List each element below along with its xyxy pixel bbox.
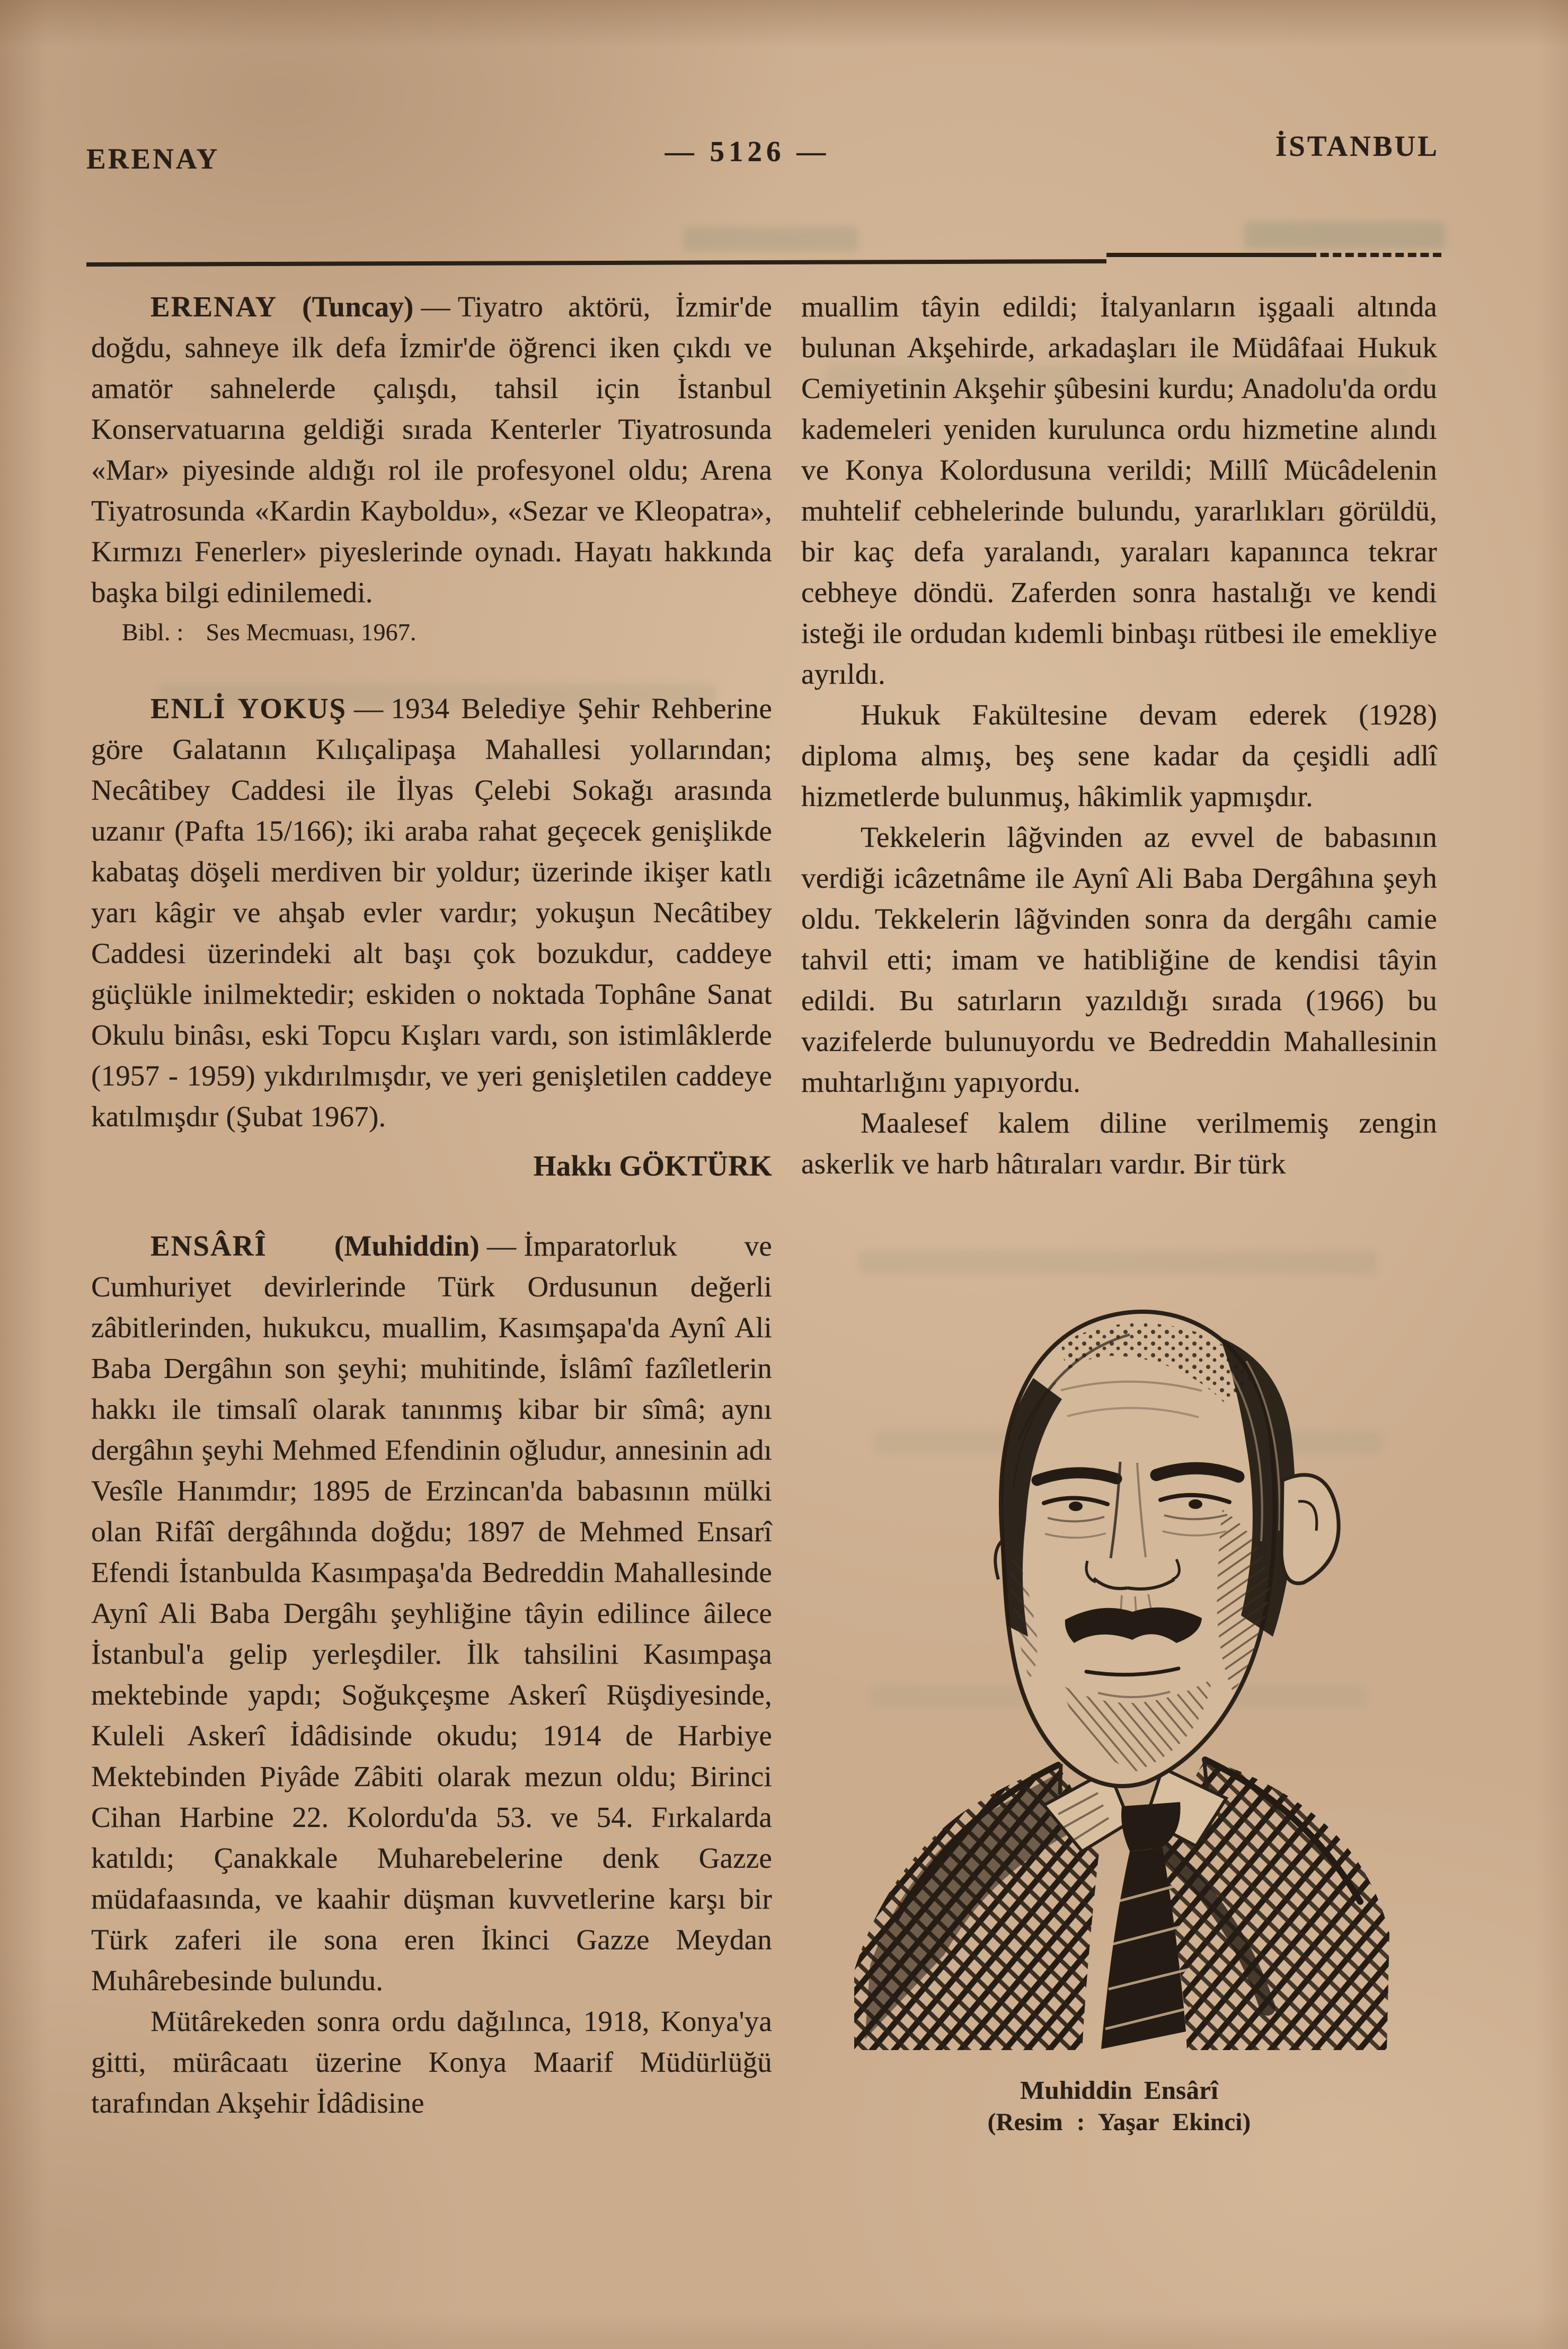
portrait-caption xyxy=(833,2074,1405,2138)
article-enli-yokus-text xyxy=(91,688,772,1137)
headword-enli-yokus: ENLİ YOKUŞ xyxy=(150,692,347,725)
running-head-right: İSTANBUL xyxy=(1275,130,1439,162)
article-ensari-paragraph-1 xyxy=(91,1225,772,2001)
article-ensari xyxy=(91,1225,772,2123)
portrait-caption-name: Muhiddin Ensârî xyxy=(1020,2076,1218,2105)
article-enli-yokus xyxy=(91,688,772,1186)
ensari-paragraph-maalesef: Maalesef kalem diline verilmemiş zengin askerlik ve harb hâtıraları vardır. Bir türk xyxy=(801,1107,1437,1180)
portrait-figure xyxy=(833,1213,1405,2138)
portrait-caption-credit: (Resim : Yaşar Ekinci) xyxy=(987,2108,1251,2136)
show-through-ghost xyxy=(684,227,858,251)
left-column xyxy=(91,286,772,2123)
ensari-paragraph-hukuk: Hukuk Fakültesine devam ederek (1928) diploma almış, beş sene kadar da çeşidli adlî hizmetlerde bulunmuş, hâkimlik yapmışdır. xyxy=(801,699,1437,813)
bibliography-value: Ses Mecmuası, 1967. xyxy=(206,619,417,646)
bibliography-line xyxy=(122,616,772,649)
article-enli-yokus-body: 1934 Belediye Şehir Rehberine göre Galatanın Kılıçalipaşa Mahallesi yollarından; Necâtibey Caddesi ile İlyas Çelebi Sokağı arasında uzanır (Pafta 15/166); iki araba rahat geçecek genişlikde kabataş döşeli merdiven bir yoldur; üzerinde ikişer katlı yarı kâgir ve ahşab evler vardır; yokuşun Necâtibey Caddesi üzerindeki alt başı çok bozukdur, caddeye güçlükle inilmektedir; eskiden o noktada Tophâne Sanat Okulu binâsı, eski Topcu Kışları vardı, son istimlâklerde (1957 - 1959) yıkdırılmışdır, ve yeri genişletilen caddeye katılmışdır (Şubat 1967). xyxy=(91,692,772,1133)
ensari-continuation-paragraph: muallim tâyin edildi; İtalyanların işgaali altında bulunan Akşehirde, arkadaşları ile Müdâfaai Hukuk Cemiyetinin Akşehir şûbesini kurdu; Anadolu'da ordu kademeleri yeniden kurulunca ordu hizmetine alındı ve Konya Kolordusuna verildi; Millî Mücâdelenin muhtelif cebhelerinde bulundu, yararlıkları görüldü, bir kaç defa yaralandı, yaraları kapanınca tekrar cebheye döndü. Zaferden sonra hastalığı ve kendi isteği ile ordudan kıdemli binbaşı rütbesi ile emekliye ayrıldı. xyxy=(801,290,1437,690)
em-dash: — xyxy=(354,692,384,725)
page-number: — 5126 — xyxy=(665,135,830,167)
bibliography-label: Bibl. : xyxy=(122,619,184,646)
article-erenay xyxy=(91,286,772,649)
article-ensari-paragraph-2: Mütârekeden sonra ordu dağılınca, 1918, Konya'ya gitti, mürâcaatı üzerine Konya Maarif Müdürlüğü tarafından Akşehir İdâdisine xyxy=(91,2005,772,2119)
em-dash: — xyxy=(421,290,450,323)
headword-ensari: ENSÂRÎ xyxy=(150,1230,267,1262)
qualifier-erenay: (Tuncay) xyxy=(302,290,414,323)
running-head xyxy=(86,130,1439,175)
qualifier-ensari: (Muhiddin) xyxy=(334,1230,480,1262)
article-erenay-text xyxy=(91,286,772,613)
head-rule-dashed-segment xyxy=(1308,253,1441,257)
article-ensari-body-1: İmparatorluk ve Cumhuriyet devirlerinde Türk Ordusunun değerli zâbitlerinden, hukukcu, muallim, Kasımşapa'da Aynî Ali Baba Dergâhın son şeyhi; muhitinde, İslâmî fazîletlerin hakkı ile timsalî olarak tanınmış kibar bir sîmâ; aynı dergâhın şeyhi Mehmed Efendinin oğludur, annesinin adı Vesîle Hanımdır; 1895 de Erzincan'da babasının mülki olan Rifâî dergâhında doğdu; 1897 de Mehmed Ensarî Efendi İstanbulda Kasımpaşa'da Bedreddin Mahallesinde Aynî Ali Baba Dergâhı şeyhliğine tâyin edilince âilece İstanbul'a gelip yerleşdiler. İlk tahsilini Kasımpaşa mektebinde yapdı; Soğukçeşme Askerî Rüşdiyesinde, Kuleli Askerî İdâdisinde okudu; 1914 de Harbiye Mektebinden Piyâde Zâbiti olarak mezun oldu; Birinci Cihan Harbine 22. Kolordu'da 53. ve 54. Fırkalarda katıldı; Çanakkale Muharebelerine denk Gazze müdafaasında, ve kaahir düşman kuvvetlerine karşı bir Türk zaferi ile sona eren İkinci Gazze Meydan Muhârebesinde bulundu. xyxy=(91,1230,772,1997)
running-head-left: ERENAY xyxy=(86,143,220,175)
right-column xyxy=(801,286,1437,2138)
head-rule-right-segment xyxy=(1106,253,1308,257)
ensari-paragraph-tekkeler: Tekkelerin lâğvinden az evvel de babasının verdiği icâzetnâme ile Aynî Ali Baba Dergâhına şeyh oldu. Tekkelerin lâğvinden sonra da dergâhı camie tahvil etti; imam ve hatibliğine de kendisi tâyin edildi. Bu satırların yazıldığı sırada (1966) bu vazifelerde bulunuyordu ve Bedreddin Mahallesinin muhtarlığını yapıyordu. xyxy=(801,821,1437,1098)
head-rule-left-segment xyxy=(86,259,1106,267)
author-signature: Hakkı GÖKTÜRK xyxy=(533,1150,772,1182)
portrait-illustration xyxy=(833,1213,1405,2050)
headword-erenay: ERENAY xyxy=(150,290,278,323)
em-dash: — xyxy=(486,1230,517,1262)
article-erenay-body: Tiyatro aktörü, İzmir'de doğdu, sahneye ilk defa İzmir'de öğrenci iken çıkdı ve amatör sahnelerde çalışdı, tahsil için İstanbul Konservatuarına geldiği sırada Kenterler Tiyatrosunda «Mar» piyesinde aldığı rol ile profesyonel oldu; Arena Tiyatrosunda «Kardin Kayboldu», «Sezar ve Kleopatra», Kırmızı Fenerler» piyeslerinde oynadı. Hayatı hakkında başka bilgi edinilemedi. xyxy=(91,290,773,608)
show-through-ghost xyxy=(1244,222,1446,249)
